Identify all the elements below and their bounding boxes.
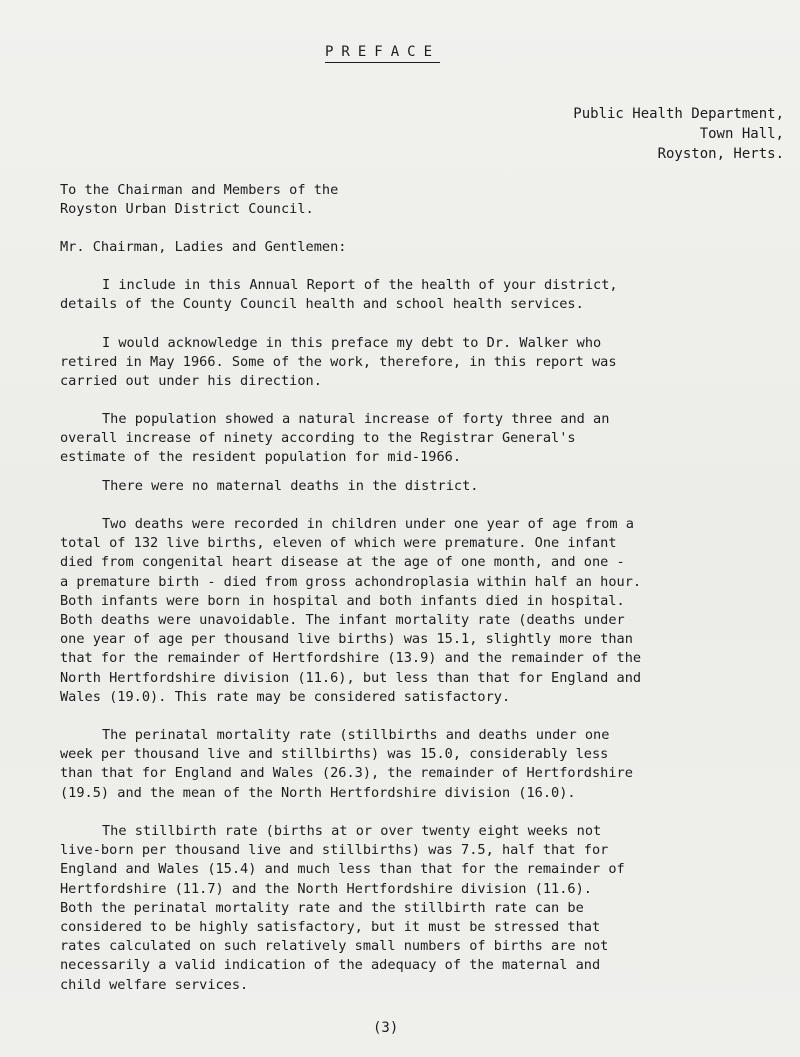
paragraph-maternal-deaths — [60, 477, 750, 496]
paragraph-line: estimate of the resident population for mid-1966. — [60, 449, 462, 466]
paragraph-line: Hertfordshire (11.7) and the North Hertfordshire division (11.6). — [60, 880, 592, 897]
paragraph-line: Two deaths were recorded in children under one year of age from a — [102, 516, 634, 532]
paragraph-line: total of 132 live births, eleven of which were premature. One infant — [60, 535, 617, 552]
sender-address — [573, 104, 784, 164]
paragraph-line: I would acknowledge in this preface my debt to Dr. Walker who — [102, 335, 602, 351]
address-line: Public Health Department, — [573, 106, 784, 122]
paragraph-line: live-born per thousand live and stillbirths) was 7.5, half that for — [60, 842, 609, 859]
paragraph-line: Both infants were born in hospital and both infants died in hospital. — [60, 592, 625, 609]
page-number: (3) — [373, 1020, 399, 1036]
paragraph-line: North Hertfordshire division (11.6), but less than that for England and — [60, 669, 642, 686]
salutation: Mr. Chairman, Ladies and Gentlemen: — [60, 239, 347, 255]
paragraph-line: necessarily a valid indication of the adequacy of the maternal and — [60, 957, 601, 974]
addressee — [60, 181, 750, 219]
paragraph-line: details of the County Council health and school health services. — [60, 296, 584, 313]
paragraph-infant-mortality — [60, 515, 750, 707]
paragraph-intro — [60, 276, 750, 314]
addressee-line: To the Chairman and Members of the — [60, 182, 339, 198]
paragraph-perinatal-mortality — [60, 726, 750, 803]
page-title: PREFACE — [325, 44, 440, 63]
paragraph-line: that for the remainder of Hertfordshire (13.9) and the remainder of the — [60, 650, 642, 667]
paragraph-line: I include in this Annual Report of the health of your district, — [102, 277, 618, 293]
paragraph-line: a premature birth - died from gross achondroplasia within half an hour. — [60, 573, 642, 590]
paragraph-line: week per thousand live and stillbirths) was 15.0, considerably less — [60, 746, 609, 763]
address-line: Royston, Herts. — [657, 146, 784, 162]
paragraph-stillbirth-rate — [60, 822, 750, 995]
paragraph-line: overall increase of ninety according to the Registrar General's — [60, 430, 576, 447]
paragraph-line: Both deaths were unavoidable. The infant mortality rate (deaths under — [60, 612, 625, 629]
paragraph-line: Wales (19.0). This rate may be considered satisfactory. — [60, 688, 511, 705]
paragraph-line: Both the perinatal mortality rate and the stillbirth rate can be — [60, 899, 584, 916]
addressee-line: Royston Urban District Council. — [60, 201, 314, 218]
paragraph-line: died from congenital heart disease at the age of one month, and one - — [60, 554, 625, 571]
paragraph-line: (19.5) and the mean of the North Hertfordshire division (16.0). — [60, 784, 576, 801]
paragraph-line: The perinatal mortality rate (stillbirths and deaths under one — [102, 727, 610, 743]
paragraph-line: There were no maternal deaths in the district. — [102, 478, 479, 494]
paragraph-line: one year of age per thousand live births) was 15.1, slightly more than — [60, 631, 633, 648]
paragraph-line: The stillbirth rate (births at or over twenty eight weeks not — [102, 823, 602, 839]
paragraph-line: The population showed a natural increase of forty three and an — [102, 411, 610, 427]
paragraph-line: England and Wales (15.4) and much less than that for the remainder of — [60, 861, 625, 878]
address-line: Town Hall, — [699, 126, 784, 142]
paragraph-population — [60, 410, 750, 468]
paragraph-line: child welfare services. — [60, 976, 249, 993]
paragraph-acknowledgement — [60, 334, 750, 392]
paragraph-line: considered to be highly satisfactory, but it must be stressed that — [60, 919, 601, 936]
paragraph-line: carried out under his direction. — [60, 373, 322, 390]
paragraph-line: retired in May 1966. Some of the work, therefore, in this report was — [60, 354, 617, 371]
paragraph-line: rates calculated on such relatively small numbers of births are not — [60, 938, 609, 955]
paragraph-line: than that for England and Wales (26.3), the remainder of Hertfordshire — [60, 765, 633, 782]
